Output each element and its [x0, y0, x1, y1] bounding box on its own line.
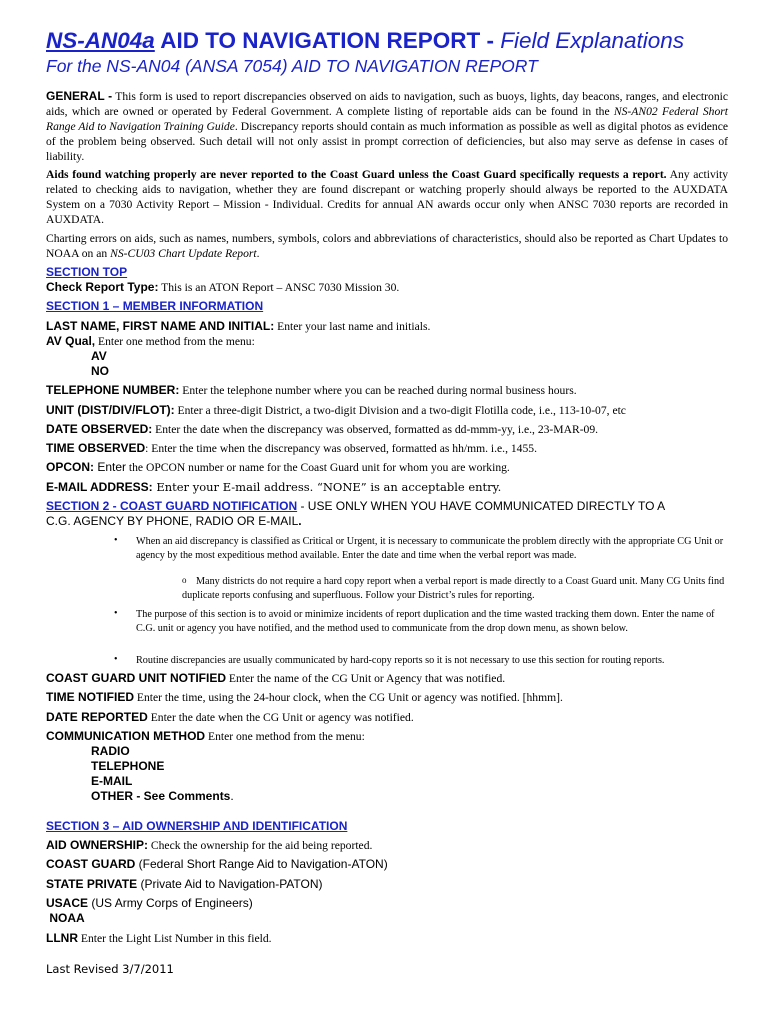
- page-title: [46, 28, 684, 54]
- charting-text: Charting errors on aids, such as names, numbers, symbols, colors and abbreviations of characteristics, should also be reported as Chart Updates to NOAA on an: [46, 232, 728, 260]
- unit-text: Enter a three-digit District, a two-digit Division and a two-digit Flotilla code, i.e., 113-10-07, etc: [174, 404, 626, 417]
- page-subtitle: For the NS-AN04 (ANSA 7054) AID TO NAVIGATION REPORT: [46, 56, 538, 76]
- opcon-text: the OPCON number or name for the Coast Guard unit for whom you are working.: [126, 461, 510, 474]
- coast-guard-text: (Federal Short Range Aid to Navigation-ATON): [135, 857, 388, 871]
- watching-paragraph: [46, 167, 728, 227]
- general-paragraph: [46, 89, 728, 164]
- aid-ownership-line: [46, 838, 372, 852]
- time-notified-label: TIME NOTIFIED: [46, 690, 134, 704]
- title-sub: Field Explanations: [500, 28, 685, 53]
- state-private-text: (Private Aid to Navigation-PATON): [137, 877, 323, 891]
- charting-end: .: [256, 247, 260, 260]
- opcon-line: [46, 460, 510, 474]
- charting-paragraph: [46, 231, 728, 261]
- comm-option-telephone: TELEPHONE: [91, 759, 165, 773]
- section-2-heading: SECTION 2 - COAST GUARD NOTIFICATION: [46, 499, 298, 513]
- aid-ownership-label: AID OWNERSHIP:: [46, 838, 148, 852]
- av-qual-label: AV Qual,: [46, 334, 96, 348]
- comm-option-other-line: [91, 789, 234, 803]
- noaa-line: [46, 911, 85, 925]
- time-observed-text: : Enter the time when the discrepancy was observed, formatted as hh/mm. i.e., 1455.: [145, 442, 537, 455]
- bullet-3-text: Routine discrepancies are usually communicated by hard-copy reports so it is not necessary to use this section for routing reports.: [136, 655, 665, 666]
- bullet-1-marker: •: [114, 535, 118, 546]
- state-private-label: STATE PRIVATE: [46, 877, 138, 891]
- section-2-heading-rest: - USE ONLY WHEN YOU HAVE COMMUNICATED DIRECTLY TO A: [297, 499, 666, 513]
- charting-italic: NS-CU03 Chart Update Report: [110, 247, 257, 260]
- cg-unit-notified-label: COAST GUARD UNIT NOTIFIED: [46, 671, 226, 685]
- email-text: Enter your E-mail address. “NONE” is an acceptable entry.: [152, 480, 502, 494]
- unit-line: [46, 403, 626, 417]
- watching-bold: Aids found watching properly are never reported to the Coast Guard unless the Coast Guard specifically requests a report.: [46, 168, 667, 181]
- check-report-text: This is an ATON Report – ANSC 7030 Mission 30.: [158, 281, 400, 294]
- usace-text: (US Army Corps of Engineers): [88, 896, 253, 910]
- date-observed-line: [46, 422, 598, 436]
- section-2-heading-line: [46, 499, 665, 513]
- telephone-label: TELEPHONE NUMBER:: [46, 383, 180, 397]
- usace-label: USACE: [46, 896, 89, 910]
- cg-unit-notified-text: Enter the name of the CG Unit or Agency that was notified.: [226, 672, 506, 685]
- av-option-av: AV: [91, 349, 107, 363]
- bullet-1-text: When an aid discrepancy is classified as Critical or Urgent, it is necessary to communicate the problem directly with the appropriate CG Unit or agency by the most expeditious method available. Enter the date and time when the verbal report was made.: [136, 536, 724, 561]
- time-observed-label: TIME OBSERVED: [46, 441, 146, 455]
- email-line: [46, 480, 501, 494]
- section-2-heading-rest-2: C.G. AGENCY BY PHONE, RADIO OR E-MAIL: [46, 514, 299, 528]
- llnr-line: [46, 931, 272, 945]
- coast-guard-line: [46, 857, 388, 871]
- general-text-1: This form is used to report discrepancies observed on aids to navigation, such as buoys, lights, day beacons, ranges, and electronic aids, which are owned or operated by Federal Government. A complete listing of reportable aids can be found in the: [46, 90, 728, 118]
- bullet-3-marker: •: [114, 654, 118, 665]
- date-reported-label: DATE REPORTED: [46, 710, 148, 724]
- llnr-label: LLNR: [46, 931, 78, 945]
- section-3-heading: SECTION 3 – AID OWNERSHIP AND IDENTIFICATION: [46, 819, 348, 833]
- cg-unit-notified-line: [46, 671, 505, 685]
- comm-option-email: E-MAIL: [91, 774, 133, 788]
- bullet-2-marker: •: [114, 608, 118, 619]
- check-report-type-line: [46, 280, 399, 294]
- comm-option-other: OTHER - See Comments: [91, 789, 231, 803]
- unit-label: UNIT (DIST/DIV/FLOT):: [46, 403, 175, 417]
- opcon-label: OPCON:: [46, 460, 94, 474]
- general-text-2: . Discrepancy reports should contain as much information as possible as well as digital photos as evidence of the problem being observed. Such detail will not only assist in prompt correction of deficiencies, but also may serve as defense in cases of liability.: [46, 120, 728, 163]
- state-private-line: [46, 877, 323, 891]
- date-reported-line: [46, 710, 414, 724]
- general-label: GENERAL -: [46, 89, 113, 103]
- usace-line: [46, 896, 253, 910]
- coast-guard-label: COAST GUARD: [46, 857, 136, 871]
- section-1-heading-line: [46, 299, 263, 313]
- watching-text: Any activity related to checking aids to navigation, whether they are found discrepant or watching properly should always be reported to the AUXDATA System on a 7030 Activity Report – Mission - Individual. Credits for annual AN awards occur only when ANSC 7030 reports are recorded in AUXDATA.: [46, 168, 728, 226]
- llnr-text: Enter the Light List Number in this field.: [78, 932, 272, 945]
- sub-bullet-marker: o: [182, 575, 187, 585]
- comm-option-other-end: .: [230, 789, 234, 803]
- general-italic: NS-AN02 Federal Short Range Aid to Navigation Training Guide: [46, 105, 729, 133]
- av-option-no: NO: [91, 364, 109, 378]
- title-main: AID TO NAVIGATION REPORT -: [154, 28, 501, 53]
- date-observed-text: Enter the date when the discrepancy was observed, formatted as dd-mmm-yy, i.e., 23-MAR-09.: [152, 423, 599, 436]
- section-top-heading-line: [46, 265, 127, 279]
- section-top-heading: SECTION TOP: [46, 265, 128, 279]
- section-2-heading-end: .: [298, 514, 302, 528]
- section-1-heading: SECTION 1 – MEMBER INFORMATION: [46, 299, 264, 313]
- bullet-2-text: The purpose of this section is to avoid or minimize incidents of report duplication and the time wasted tracking them down. Enter the name of C.G. unit or agency you have notified, and the method used to communicate from the drop down menu, as shown below.: [136, 609, 715, 634]
- footer-last-revised: Last Revised 3/7/2011: [46, 962, 174, 976]
- communication-method-label: COMMUNICATION METHOD: [46, 729, 206, 743]
- time-notified-line: [46, 690, 563, 704]
- telephone-line: [46, 383, 577, 397]
- comm-option-radio: RADIO: [91, 744, 130, 758]
- form-code: NS-AN04a: [46, 28, 155, 53]
- communication-method-line: [46, 729, 365, 743]
- email-label: E-MAIL ADDRESS:: [46, 480, 153, 494]
- telephone-text: Enter the telephone number where you can be reached during normal business hours.: [179, 384, 577, 397]
- last-name-text: Enter your last name and initials.: [274, 320, 431, 333]
- communication-method-text: Enter one method from the menu:: [205, 730, 365, 743]
- opcon-enter: Enter: [94, 460, 127, 474]
- last-name-line: [46, 319, 430, 333]
- av-qual-line: [46, 334, 255, 348]
- aid-ownership-text: Check the ownership for the aid being reported.: [148, 839, 373, 852]
- date-reported-text: Enter the date when the CG Unit or agency was notified.: [147, 711, 414, 724]
- last-name-label: LAST NAME, FIRST NAME AND INITIAL:: [46, 319, 275, 333]
- av-qual-text: Enter one method from the menu:: [95, 335, 255, 348]
- time-observed-line: [46, 441, 537, 455]
- section-3-heading-line: [46, 819, 347, 833]
- date-observed-label: DATE OBSERVED:: [46, 422, 153, 436]
- sub-bullet-text: Many districts do not require a hard copy report when a verbal report is made directly to a Coast Guard unit. Many CG Units find duplicate reports confusing and superfluous. Follow your District’s rules for reporting.: [182, 576, 725, 601]
- check-report-label: Check Report Type:: [46, 280, 159, 294]
- time-notified-text: Enter the time, using the 24-hour clock, when the CG Unit or agency was notified. [hhmm].: [134, 691, 563, 704]
- section-2-heading-line-2: [46, 514, 302, 528]
- noaa-label: NOAA: [46, 911, 85, 925]
